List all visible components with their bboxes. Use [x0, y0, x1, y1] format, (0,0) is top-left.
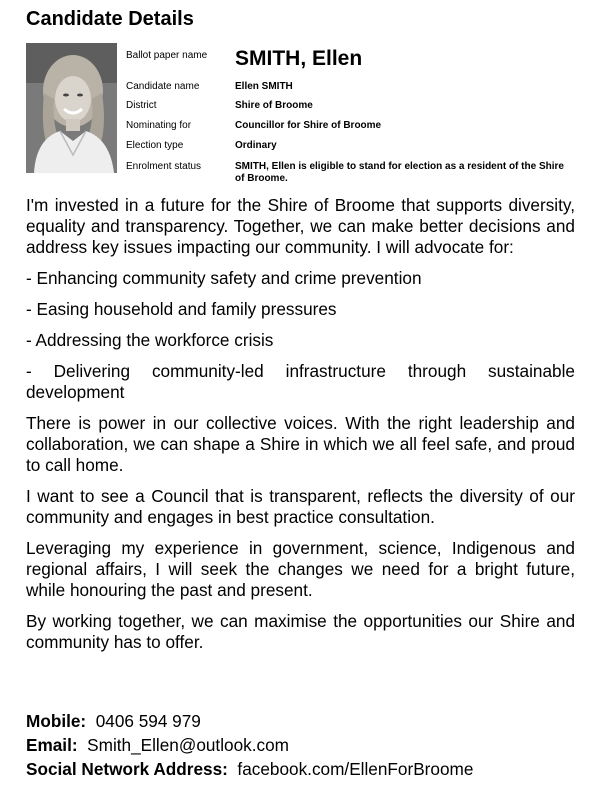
candidate-photo [26, 43, 117, 173]
nominating-for-value: Councillor for Shire of Broome [235, 120, 382, 131]
district-value: Shire of Broome [235, 100, 313, 111]
statement-paragraph: By working together, we can maximise the opportunities our Shire and community has to offer. [26, 611, 575, 652]
enrolment-status-label: Enrolment status [126, 161, 202, 172]
statement-paragraph: There is power in our collective voices. With the right leadership and collaboration, we can shape a Shire in which we all feel safe, and proud to call home. [26, 413, 575, 475]
social-line [26, 757, 586, 781]
district-label: District [126, 100, 157, 111]
page-title: Candidate Details [26, 8, 194, 30]
election-type-label: Election type [126, 140, 184, 151]
statement-paragraph: I'm invested in a future for the Shire of Broome that supports diversity, equality and transparency. Together, we can make better decisions and address key issues impacting our community. I will advocate for: [26, 195, 575, 257]
social-label: Social Network Address: [26, 759, 228, 779]
mobile-value: 0406 594 979 [95, 711, 201, 731]
advocacy-item: - Easing household and family pressures [26, 299, 337, 319]
email-label: Email: [26, 735, 78, 755]
statement-paragraph: Leveraging my experience in government, science, Indigenous and regional affairs, I will seek the changes we need for a bright future, while honouring the past and present. [26, 538, 575, 600]
email-value: Smith_Ellen@outlook.com [87, 735, 289, 755]
social-value: facebook.com/EllenForBroome [237, 759, 474, 779]
advocacy-item: - Enhancing community safety and crime prevention [26, 268, 422, 288]
advocacy-item: - Delivering community-led infrastructure through sustainable development [26, 361, 575, 402]
enrolment-status-value: SMITH, Ellen is eligible to stand for election as a resident of the Shire of Broome. [235, 161, 564, 184]
ballot-name-label: Ballot paper name [126, 50, 208, 61]
election-type-value: Ordinary [235, 140, 277, 151]
candidate-name-value: Ellen SMITH [235, 81, 293, 92]
candidate-statement [26, 195, 575, 663]
mobile-label: Mobile: [26, 711, 87, 731]
statement-paragraph: I want to see a Council that is transparent, reflects the diversity of our community and engages in best practice consultation. [26, 486, 575, 527]
email-line [26, 733, 586, 757]
ballot-name-value: SMITH, Ellen [235, 47, 363, 70]
contact-details [26, 709, 586, 781]
nominating-for-label: Nominating for [126, 120, 192, 131]
candidate-name-label: Candidate name [126, 81, 200, 92]
mobile-line [26, 709, 586, 733]
advocacy-item: - Addressing the workforce crisis [26, 330, 274, 350]
